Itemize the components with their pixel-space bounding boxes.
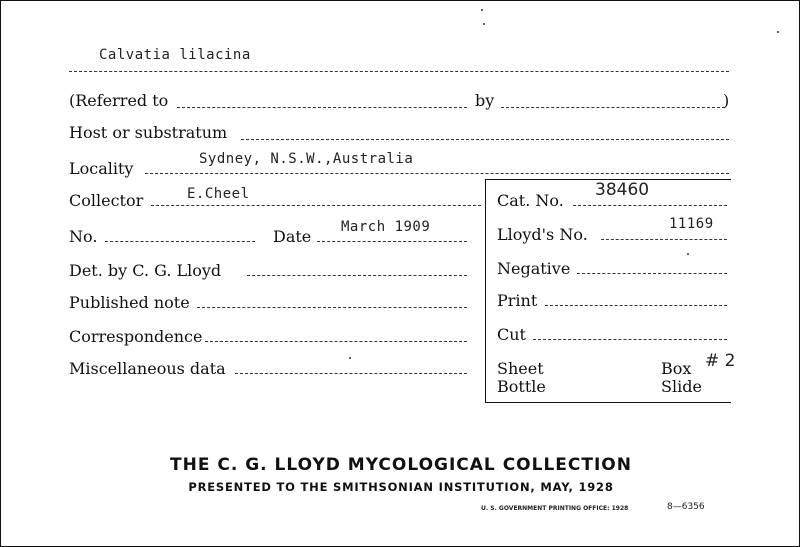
scan-speck (483, 23, 485, 25)
published-label: Published note (69, 293, 190, 312)
collection-title: THE C. G. LLOYD MYCOLOGICAL COLLECTION (170, 455, 632, 475)
collection-subtitle: PRESENTED TO THE SMITHSONIAN INSTITUTION, MAY, 1928 (188, 480, 614, 494)
species-line (69, 71, 729, 72)
sheet-label: Sheet (497, 359, 544, 378)
date-value: March 1909 (341, 219, 431, 235)
cat-no-value: 38460 (595, 180, 650, 200)
misc-label: Miscellaneous data (69, 359, 226, 378)
scan-speck (349, 357, 351, 359)
negative-label: Negative (497, 259, 571, 278)
det-by-label: Det. by C. G. Lloyd (69, 261, 222, 280)
referred-to-line (177, 107, 467, 108)
det-by-line (247, 275, 467, 276)
box-number-value: # 2 (705, 351, 736, 371)
box-label: Box (661, 359, 692, 378)
form-number: 8—6356 (667, 502, 705, 512)
collector-line (151, 205, 481, 206)
print-line (545, 305, 727, 306)
scan-speck (481, 9, 483, 11)
date-label: Date (273, 227, 312, 246)
locality-value: Sydney, N.S.W.,Australia (199, 151, 414, 167)
scan-speck (687, 253, 689, 255)
date-line (317, 241, 467, 242)
cut-line (533, 339, 727, 340)
host-line (241, 139, 729, 140)
cut-label: Cut (497, 325, 526, 344)
lloyds-no-line (601, 239, 727, 240)
by-label: by (475, 91, 495, 110)
printing-office-note: U. S. GOVERNMENT PRINTING OFFICE: 1928 (481, 505, 629, 512)
published-line (197, 307, 467, 308)
correspondence-label: Correspondence (69, 327, 203, 346)
lloyds-no-value: 11169 (669, 216, 714, 232)
collector-value: E.Cheel (187, 186, 250, 202)
bottle-label: Bottle (497, 377, 546, 396)
collector-label: Collector (69, 191, 144, 210)
cat-no-line (573, 205, 727, 206)
no-line (105, 241, 255, 242)
no-label: No. (69, 227, 98, 246)
slide-label: Slide (661, 377, 702, 396)
referred-to-label: (Referred to (69, 91, 169, 110)
by-line (501, 107, 725, 108)
locality-line (145, 173, 729, 174)
scan-speck (777, 31, 779, 33)
correspondence-line (205, 341, 467, 342)
lloyds-no-label: Lloyd's No. (497, 225, 588, 244)
print-label: Print (497, 291, 538, 310)
negative-line (577, 273, 727, 274)
close-paren: ) (723, 91, 730, 110)
locality-label: Locality (69, 159, 134, 178)
cat-no-label: Cat. No. (497, 191, 564, 210)
host-label: Host or substratum (69, 123, 228, 142)
species-name: Calvatia lilacina (99, 47, 251, 63)
misc-line (235, 373, 467, 374)
